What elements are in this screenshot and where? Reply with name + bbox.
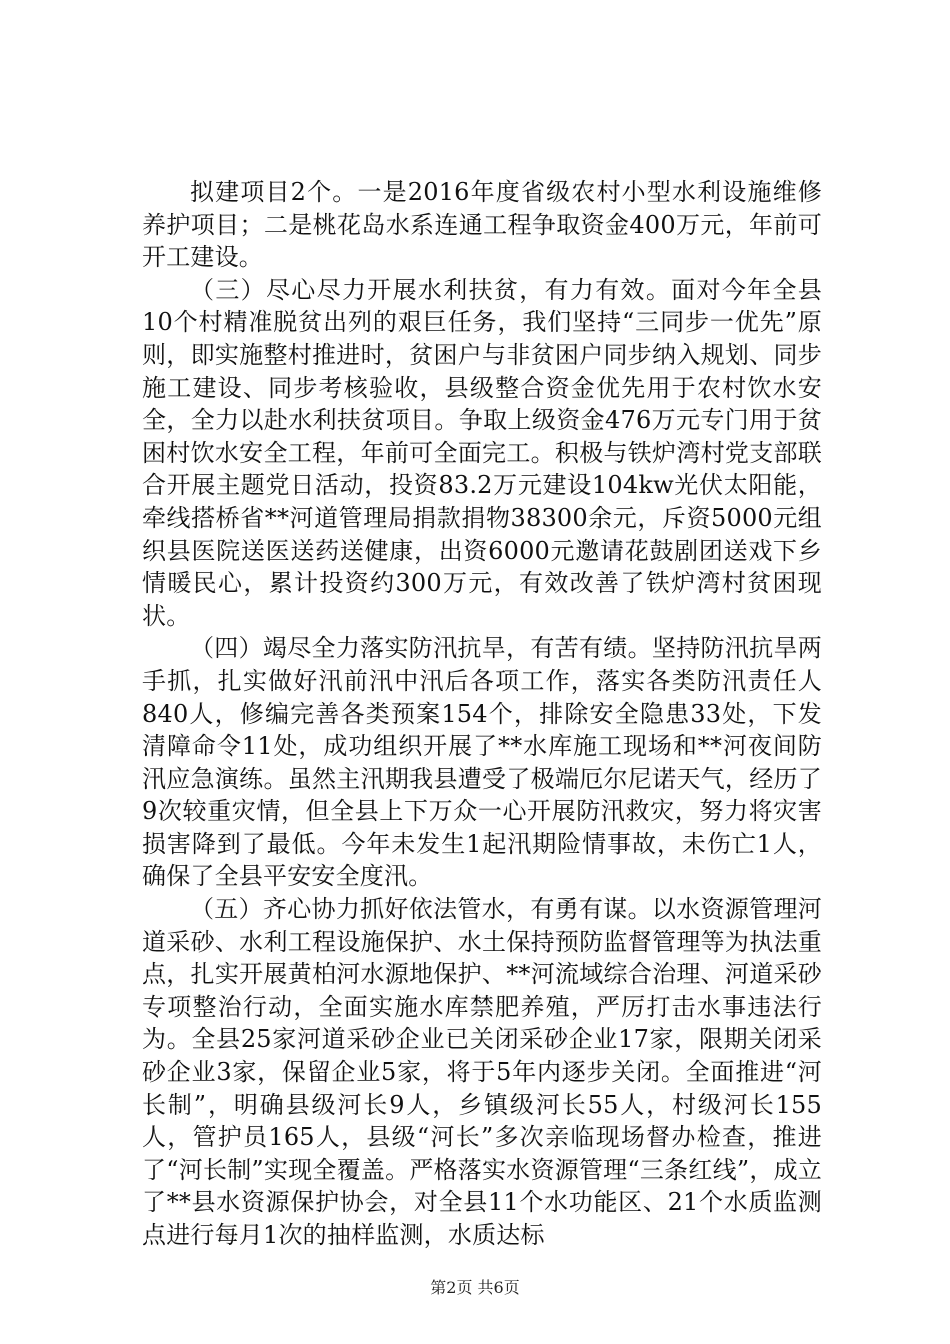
paragraph-water-law-management: （五）齐心协力抓好依法管水，有勇有谋。以水资源管理河道采砂、水利工程设施保护、水土保持预防监督管理等为执法重点，扎实开展黄柏河水源地保护、**河流域综合治理、河道采砂专项整治行动，全面实施水库禁肥养殖，严厉打击水事违法行为。全县25家河道采砂企业已关闭采砂企业17家，限期关闭采砂企业3家，保留企业5家，将于5年内逐步关闭。全面推进“河长制”，明确县级河长9人，乡镇级河长55人，村级河长155人，管护员165人，县级“河长”多次亲临现场督办检查，推进了“河长制”实现全覆盖。严格落实水资源管理“三条红线”，成立了**县水资源保护协会，对全县11个水功能区、21个水质监测点进行每月1次的抽样监测，水质达标 xyxy=(142,895,822,1249)
paragraph-water-poverty-relief: （三）尽心尽力开展水利扶贫，有力有效。面对今年全县10个村精准脱贫出列的艰巨任务，我们坚持“三同步一优先”原则，即实施整村推进时，贫困户与非贫困户同步纳入规划、同步施工建设、同步考核验收，县级整合资金优先用于农村饮水安全，全力以赴水利扶贫项目。争取上级资金476万元专门用于贫困村饮水安全工程，年前可全面完工。积极与铁炉湾村党支部联合开展主题党日活动，投资83.2万元建设104kw光伏太阳能，牵线搭桥省**河道管理局捐款捐物38300余元，斥资5000元组织县医院送医送药送健康，出资6000元邀请花鼓剧团送戏下乡情暖民心，累计投资约300万元，有效改善了铁炉湾村贫困现状。 xyxy=(142,275,822,630)
document-body xyxy=(142,176,822,1252)
paragraph-project-continuation: 拟建项目2个。一是2016年度省级农村小型水利设施维修养护项目；二是桃花岛水系连通工程争取资金400万元，年前可开工建设。 xyxy=(142,178,822,272)
paragraph-flood-control: （四）竭尽全力落实防汛抗旱，有苦有绩。坚持防汛抗旱两手抓，扎实做好汛前汛中汛后各项工作，落实各类防汛责任人840人，修编完善各类预案154个，排除安全隐患33处，下发清障命令11处，成功组织开展了**水库施工现场和**河夜间防汛应急演练。虽然主汛期我县遭受了极端厄尔尼诺天气，经历了9次较重灾情，但全县上下万众一心开展防汛救灾，努力将灾害损害降到了最低。今年未发生1起汛期险情事故，未伤亡1人，确保了全县平安安全度汛。 xyxy=(142,634,822,891)
page-number-footer: 第2页 共6页 xyxy=(430,1278,520,1297)
